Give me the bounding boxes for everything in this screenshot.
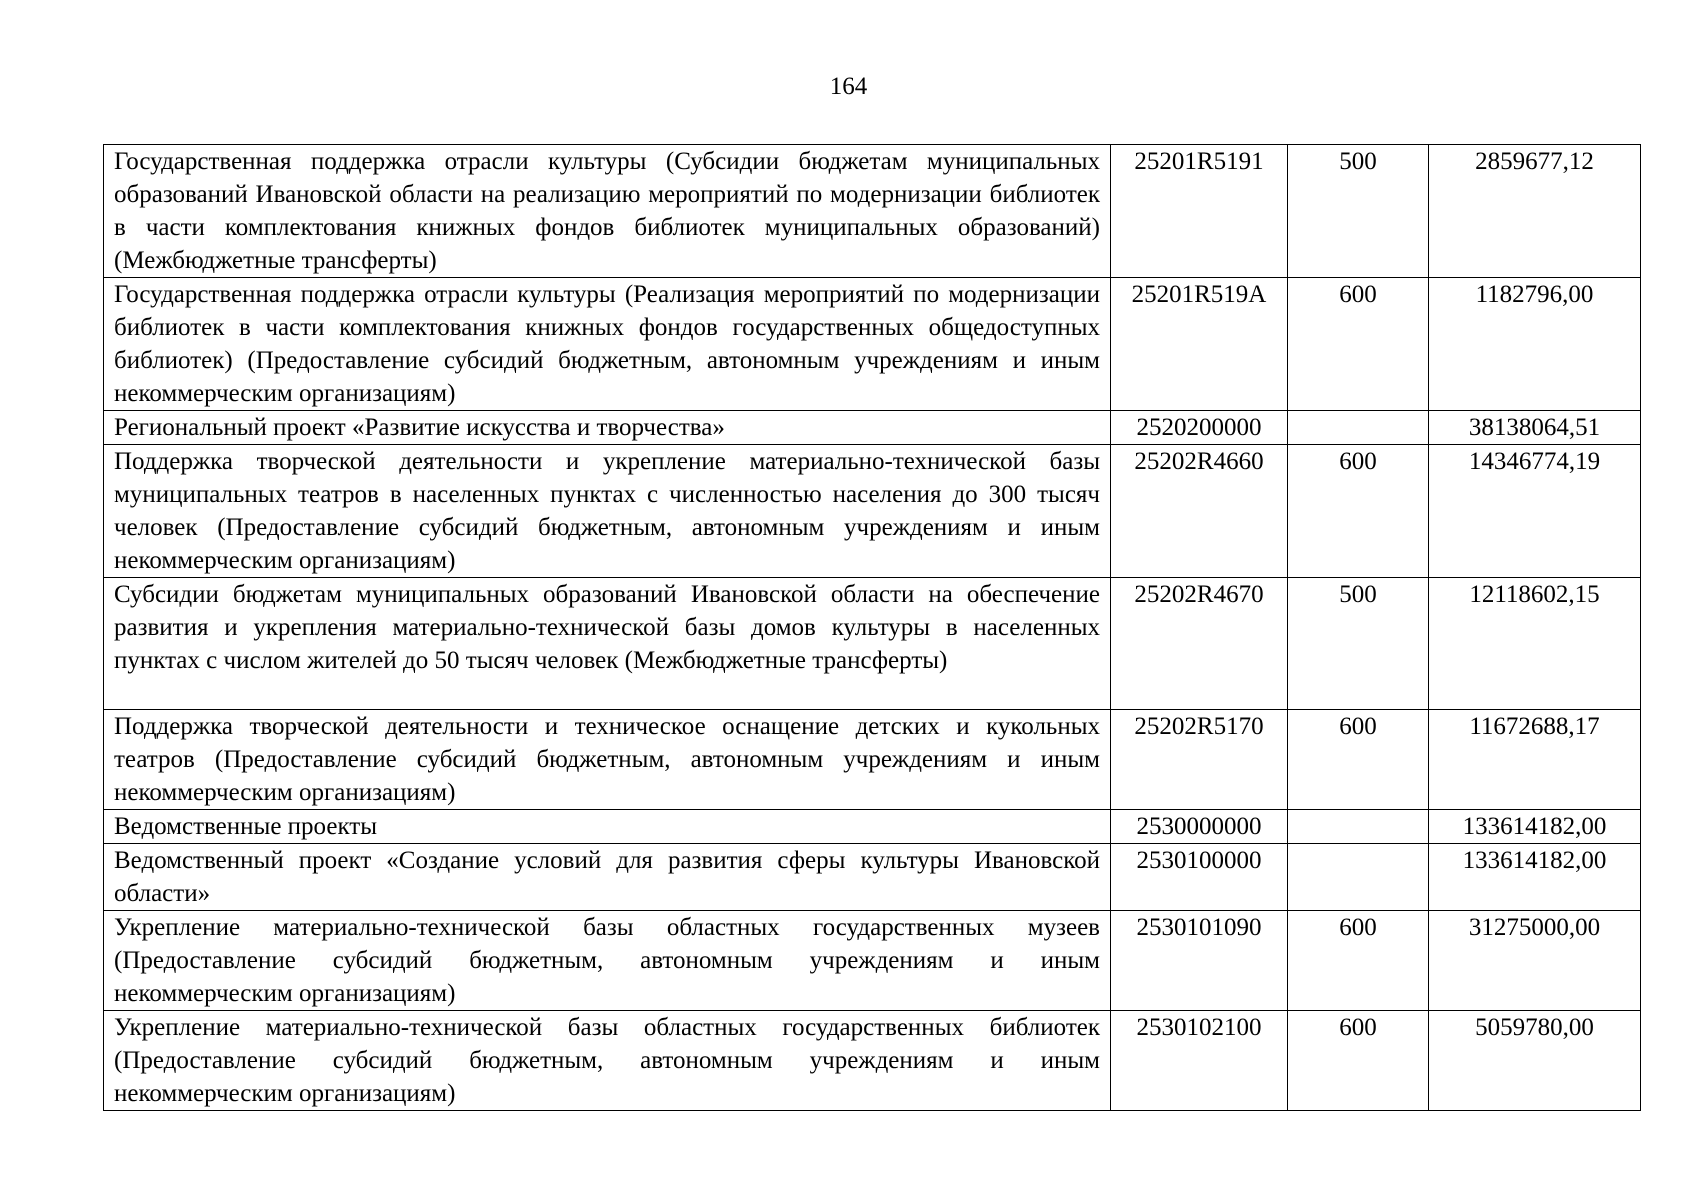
row-code: 2530101090 (1111, 911, 1288, 1011)
page-number: 164 (829, 73, 868, 100)
row-expense-type (1288, 810, 1429, 844)
row-expense-type: 600 (1288, 710, 1429, 810)
row-sum: 31275000,00 (1429, 911, 1641, 1011)
row-name: Ведомственный проект «Создание условий для развития сферы культуры Ивановской области» (104, 844, 1111, 911)
row-code: 25202R4660 (1111, 445, 1288, 578)
table-row (104, 278, 1641, 411)
row-code: 25202R4670 (1111, 578, 1288, 710)
row-code: 2530102100 (1111, 1011, 1288, 1111)
row-expense-type: 600 (1288, 278, 1429, 411)
table-row (104, 844, 1641, 911)
row-code: 2530100000 (1111, 844, 1288, 911)
row-sum: 133614182,00 (1429, 810, 1641, 844)
table-row (104, 810, 1641, 844)
table-row (104, 578, 1641, 710)
row-expense-type: 600 (1288, 911, 1429, 1011)
table-row (104, 710, 1641, 810)
row-sum: 38138064,51 (1429, 411, 1641, 445)
row-code: 25201R519A (1111, 278, 1288, 411)
row-code: 2530000000 (1111, 810, 1288, 844)
row-name: Поддержка творческой деятельности и техническое оснащение детских и кукольных театров (Предоставление субсидий бюджетным, автономным учреждениям и иным некоммерческим организациям) (104, 710, 1111, 810)
row-sum: 14346774,19 (1429, 445, 1641, 578)
row-sum: 2859677,12 (1429, 145, 1641, 278)
row-expense-type (1288, 411, 1429, 445)
row-name: Ведомственные проекты (104, 810, 1111, 844)
row-expense-type: 500 (1288, 578, 1429, 710)
row-code: 25201R5191 (1111, 145, 1288, 278)
row-sum: 1182796,00 (1429, 278, 1641, 411)
table-row (104, 1011, 1641, 1111)
table-row (104, 445, 1641, 578)
table-row (104, 911, 1641, 1011)
row-sum: 11672688,17 (1429, 710, 1641, 810)
row-expense-type: 500 (1288, 145, 1429, 278)
row-name: Государственная поддержка отрасли культуры (Субсидии бюджетам муниципальных образований Ивановской области на реализацию мероприятий по модернизации библиотек в части комплектования книжных фондов библиотек муниципальных образований) (Межбюджетные трансферты) (104, 145, 1111, 278)
table-row (104, 411, 1641, 445)
row-name: Укрепление материально-технической базы областных государственных библиотек (Предоставление субсидий бюджетным, автономным учреждениям и иным некоммерческим организациям) (104, 1011, 1111, 1111)
row-sum: 12118602,15 (1429, 578, 1641, 710)
row-name: Субсидии бюджетам муниципальных образований Ивановской области на обеспечение развития и укрепления материально-технической базы домов культуры в населенных пунктах с числом жителей до 50 тысяч человек (Межбюджетные трансферты) (104, 578, 1111, 710)
row-code: 25202R5170 (1111, 710, 1288, 810)
table-row (104, 145, 1641, 278)
row-sum: 133614182,00 (1429, 844, 1641, 911)
row-name: Укрепление материально-технической базы областных государственных музеев (Предоставление субсидий бюджетным, автономным учреждениям и иным некоммерческим организациям) (104, 911, 1111, 1011)
row-sum: 5059780,00 (1429, 1011, 1641, 1111)
row-name: Региональный проект «Развитие искусства и творчества» (104, 411, 1111, 445)
row-name: Поддержка творческой деятельности и укрепление материально-технической базы муниципальных театров в населенных пунктах с численностью населения до 300 тысяч человек (Предоставление субсидий бюджетным, автономным учреждениям и иным некоммерческим организациям) (104, 445, 1111, 578)
budget-table (103, 144, 1641, 1111)
row-expense-type (1288, 844, 1429, 911)
row-name: Государственная поддержка отрасли культуры (Реализация мероприятий по модернизации библиотек в части комплектования книжных фондов государственных общедоступных библиотек) (Предоставление субсидий бюджетным, автономным учреждениям и иным некоммерческим организациям) (104, 278, 1111, 411)
row-code: 2520200000 (1111, 411, 1288, 445)
row-expense-type: 600 (1288, 1011, 1429, 1111)
row-expense-type: 600 (1288, 445, 1429, 578)
